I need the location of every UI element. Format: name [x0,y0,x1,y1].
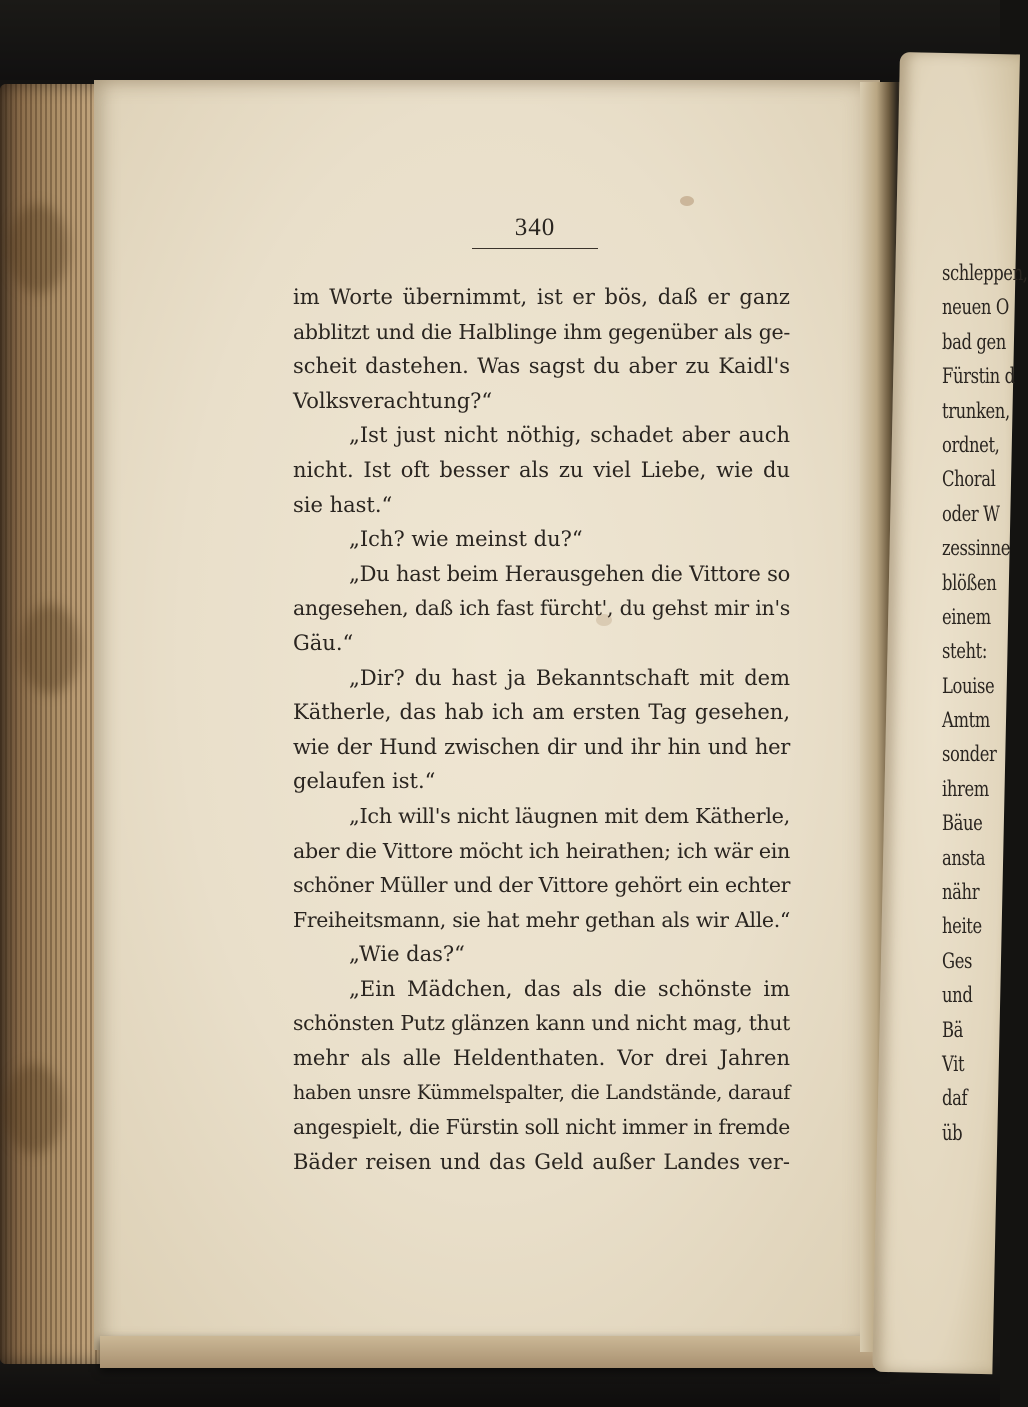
facing-text-line: nähr [942,880,980,905]
facing-text-line: Louise [942,673,995,698]
text-line: Volksverachtung?“ [293,388,493,413]
facing-text-line: und [942,983,973,1008]
facing-text-line: Bäue [942,811,983,836]
facing-text-line: ansta [942,845,986,870]
text-line: abblitzt und die Halblinge ihm gegenüber als ge- [293,319,790,344]
facing-text-line: daf [942,1086,968,1111]
facing-text-line: Amtm [942,708,990,733]
facing-text-line: neuen O [942,295,1009,320]
facing-text-line: bad gen [942,329,1006,354]
dark-backdrop-top [0,0,1000,80]
facing-text-line: zessinne [942,536,1011,561]
edge-stain [4,1064,64,1154]
text-line: aber die Vittore möcht ich heirathen; ich wär ein [293,838,790,863]
text-line: Bäder reisen und das Geld außer Landes ver- [293,1149,790,1174]
text-line: scheit dastehen. Was sagst du aber zu Kaidl's [293,354,790,379]
text-line: „Ich will's nicht läugnen mit dem Kätherle, [349,803,790,828]
text-line: schönsten Putz glänzen kann und nicht mag, thut [293,1011,790,1036]
text-line: mehr als alle Heldenthaten. Vor drei Jahren [293,1046,790,1071]
facing-text-line: sonder [942,742,997,767]
facing-text-line: üb [942,1120,963,1145]
facing-text-line: heite [942,914,982,939]
page-bottom-edge [100,1336,890,1368]
text-line: gelaufen ist.“ [293,769,436,794]
text-line: „Ist just nicht nöthig, schadet aber auch [349,423,790,448]
facing-page-text [942,256,1028,1150]
facing-text-line: blößen [942,570,997,595]
facing-text-line: ihrem [942,776,989,801]
text-line: „Wie das?“ [349,942,465,967]
page-number: 340 [514,214,556,241]
text-line: „Du hast beim Herausgehen die Vittore so [349,561,790,586]
edge-stain [8,204,68,294]
facing-text-line: Vit [942,1051,965,1076]
text-line: Freiheitsmann, sie hat mehr gethan als wir Alle.“ [293,907,790,932]
edge-stain [20,604,80,694]
text-line: sie hast.“ [293,492,393,517]
facing-text-line: Ges [942,948,973,973]
header-rule [472,248,598,249]
text-line: im Worte übernimmt, ist er bös, daß er ganz [293,285,790,309]
facing-text-line: steht: [942,639,987,664]
text-line: wie der Hund zwischen dir und ihr hin und her [293,734,790,759]
facing-text-line: ordnet, [942,432,1000,457]
facing-text-line: Fürstin d [942,364,1015,389]
facing-text-line: Choral [942,467,996,492]
text-line: „Ich? wie meinst du?“ [349,527,583,552]
facing-text-line: einem [942,604,991,629]
text-line: angespielt, die Fürstin soll nicht immer in fremde [293,1115,790,1140]
text-line: Kätherle, das hab ich am ersten Tag gesehen, [293,700,790,725]
page-blemish [680,196,694,206]
text-line: „Ein Mädchen, das als die schönste im [349,976,790,1001]
text-line: Gäu.“ [293,630,354,655]
facing-text-line: trunken, [942,398,1010,423]
facing-text-line: Bä [942,1017,964,1042]
facing-text-line: schleppen, [942,261,1028,285]
text-line: schöner Müller und der Vittore gehört ein echter [293,873,791,898]
body-text [293,280,790,1179]
text-line: nicht. Ist oft besser als zu viel Liebe, wie du [293,457,790,482]
facing-text-line: oder W [942,501,1000,526]
text-line: angesehen, daß ich fast fürcht', du gehst mir in's [293,596,790,621]
text-line: haben unsre Kümmelspalter, die Landstände, darauf [293,1080,790,1104]
text-line: „Dir? du hast ja Bekanntschaft mit dem [349,665,790,690]
